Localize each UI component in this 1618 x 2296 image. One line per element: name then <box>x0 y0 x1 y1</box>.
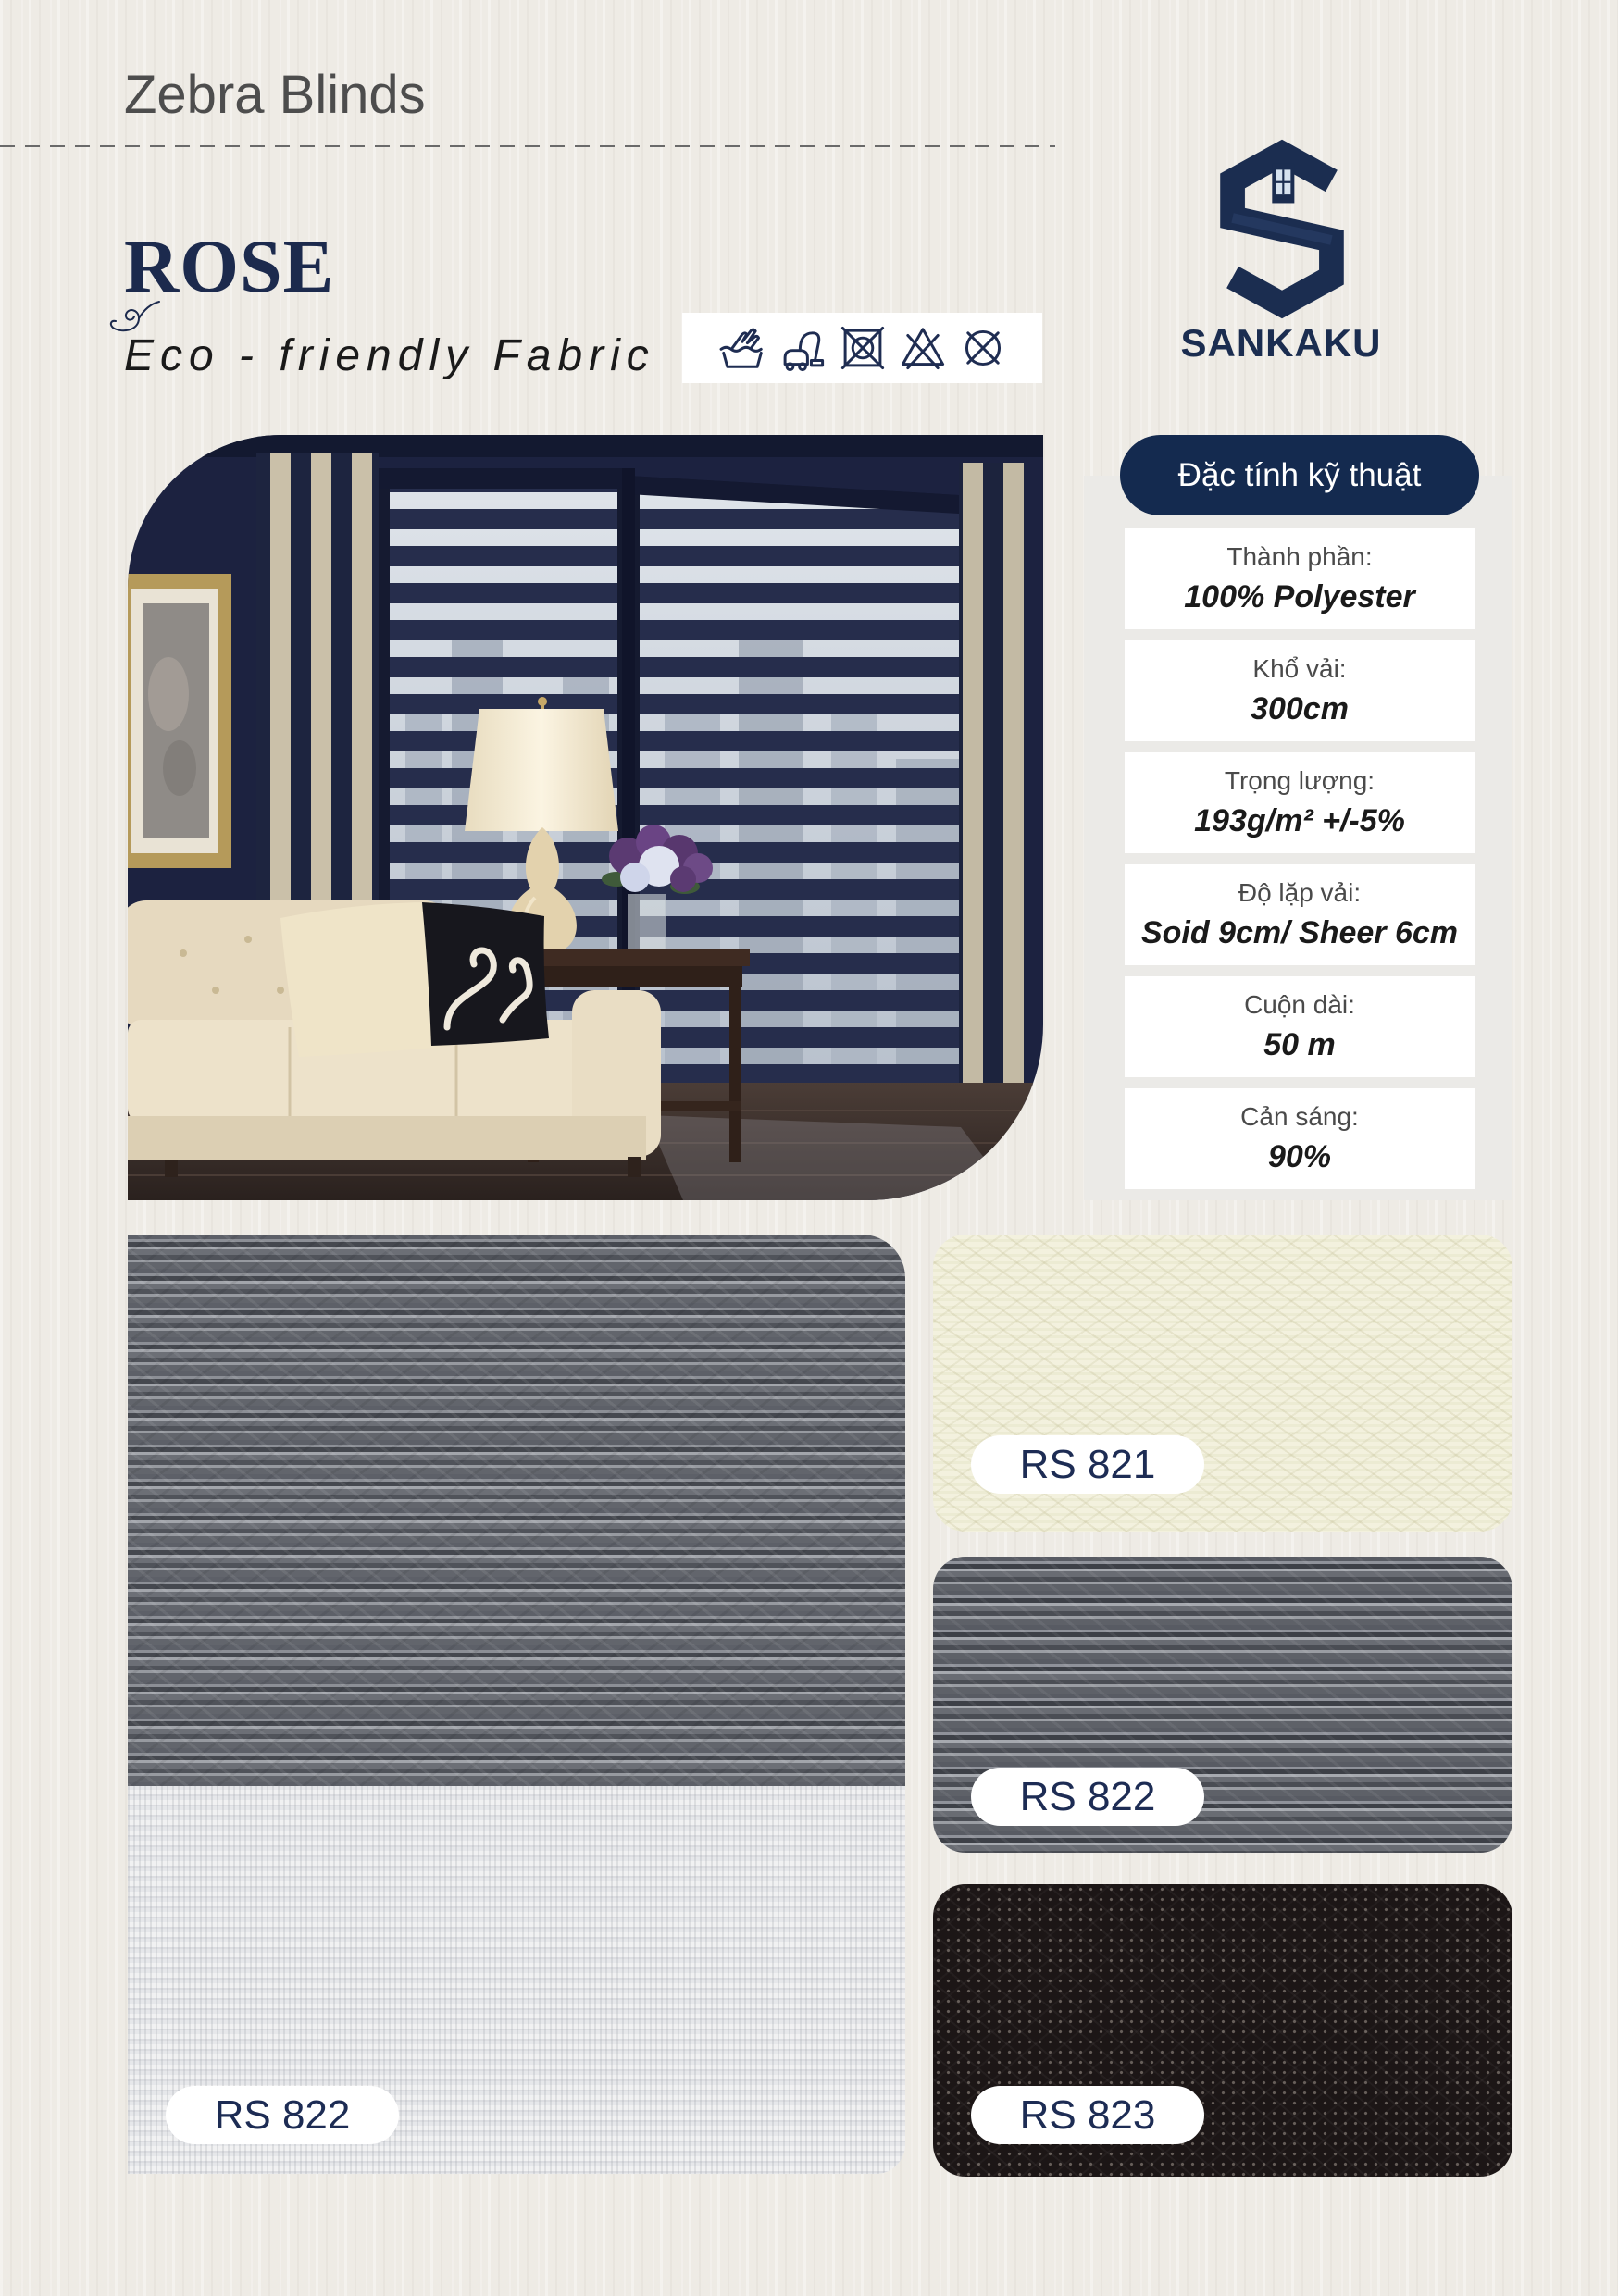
spec-label: Cuộn dài: <box>1244 990 1355 1019</box>
fabric-swatch-rs822 <box>933 1557 1512 1853</box>
spec-row-light-blocking <box>1125 1088 1475 1189</box>
spec-label: Trọng lượng: <box>1224 766 1375 795</box>
swatch-code-label: RS 822 <box>971 1768 1204 1826</box>
swatch-code-label: RS 822 <box>166 2086 399 2144</box>
spec-row-repeat <box>1125 864 1475 965</box>
spec-value: 300cm <box>1251 691 1349 726</box>
brand-name: SANKAKU <box>1180 321 1382 365</box>
no-dry-clean-icon <box>958 323 1008 373</box>
patterned-pillow <box>422 902 549 1046</box>
spec-row-weight <box>1125 752 1475 853</box>
swatch-dark-band <box>128 1235 905 1786</box>
vacuum-icon <box>778 323 828 373</box>
sankaku-s-logo-icon <box>1220 139 1344 319</box>
room-photo <box>128 435 1043 1200</box>
document-title: Zebra Blinds <box>124 65 426 125</box>
main-fabric-swatch <box>128 1235 905 2174</box>
spec-row-width <box>1125 640 1475 741</box>
care-instructions <box>682 313 1042 383</box>
fabric-swatch-rs821 <box>933 1235 1512 1532</box>
no-bleach-icon <box>898 323 948 373</box>
spec-label: Thành phần: <box>1226 542 1373 571</box>
no-tumble-dry-icon <box>838 323 888 373</box>
spec-row-composition <box>1125 528 1475 629</box>
hand-wash-icon <box>717 323 767 373</box>
zebra-blind-right <box>640 489 965 1118</box>
room-scene <box>128 435 1043 1200</box>
framed-picture <box>128 574 231 868</box>
spec-value: 100% Polyester <box>1184 579 1415 614</box>
spec-value: 193g/m² +/-5% <box>1194 803 1405 838</box>
spec-value: Soid 9cm/ Sheer 6cm <box>1140 915 1459 950</box>
spec-row-roll-length <box>1125 976 1475 1077</box>
spec-heading: Đặc tính kỹ thuật <box>1120 435 1479 515</box>
swatch-code-label: RS 823 <box>971 2086 1204 2144</box>
spec-label: Độ lặp vải: <box>1238 878 1362 907</box>
spec-value: 90% <box>1267 1139 1332 1174</box>
flourish-ornament-icon <box>107 296 163 335</box>
dashed-divider <box>0 145 1055 147</box>
fabric-swatch-rs823 <box>933 1884 1512 2177</box>
swatch-code-label: RS 821 <box>971 1435 1204 1494</box>
product-tagline: Eco - friendly Fabric <box>124 331 655 380</box>
spec-value: 50 m <box>1263 1027 1336 1062</box>
right-window <box>629 476 975 1127</box>
spec-label: Khổ vải: <box>1252 654 1347 683</box>
spec-label: Cản sáng: <box>1240 1102 1359 1131</box>
product-name: ROSE <box>124 224 335 308</box>
